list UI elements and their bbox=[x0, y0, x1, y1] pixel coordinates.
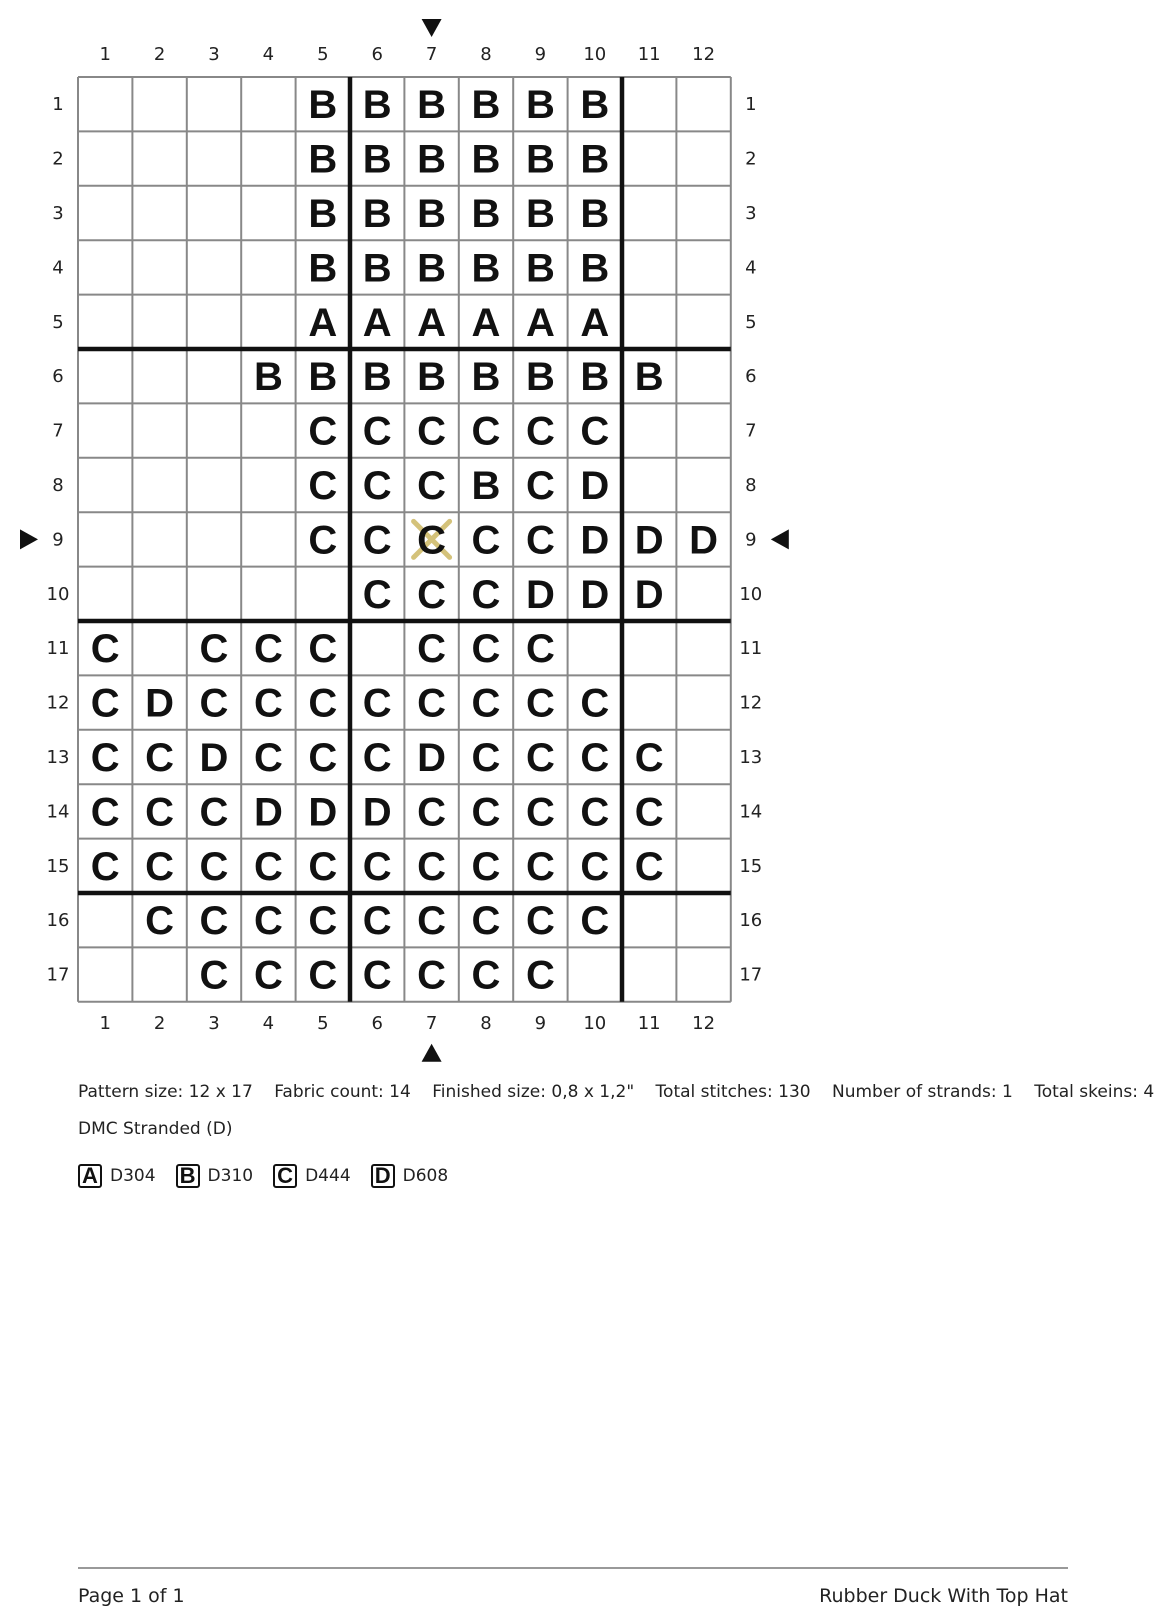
stitch-symbol: C bbox=[362, 953, 392, 998]
row-number: 7 bbox=[745, 420, 757, 442]
row-number: 4 bbox=[745, 257, 757, 279]
stitch-symbol: B bbox=[362, 137, 392, 182]
stitch-symbol: C bbox=[471, 681, 501, 726]
stitch-symbol: D bbox=[580, 572, 610, 617]
row-number: 2 bbox=[52, 148, 64, 170]
row-number: 16 bbox=[739, 910, 763, 932]
stitch-symbol: C bbox=[580, 409, 610, 454]
stitch-symbol: B bbox=[525, 246, 555, 291]
stitch-symbol: C bbox=[525, 627, 555, 672]
stitch-symbol: C bbox=[253, 953, 283, 998]
stitch-symbol: C bbox=[471, 899, 501, 944]
stitch-symbol: C bbox=[362, 899, 392, 944]
stitch-symbol: C bbox=[308, 844, 338, 889]
stitch-symbol: D bbox=[525, 572, 555, 617]
stitch-symbol: B bbox=[634, 355, 664, 400]
stitch-symbol: C bbox=[362, 681, 392, 726]
stitch-symbol: C bbox=[90, 790, 120, 835]
row-number: 16 bbox=[46, 910, 70, 932]
stitch-symbol: D bbox=[634, 572, 664, 617]
row-number: 14 bbox=[46, 801, 70, 823]
stitch-symbol: C bbox=[580, 899, 610, 944]
stitch-symbol: B bbox=[308, 192, 338, 236]
row-number: 15 bbox=[739, 855, 763, 877]
legend-symbol: A bbox=[78, 1164, 102, 1188]
column-number: 2 bbox=[153, 1012, 166, 1034]
stitch-symbol: C bbox=[308, 953, 338, 998]
column-number: 8 bbox=[480, 1012, 492, 1034]
stitch-symbol: C bbox=[580, 736, 610, 780]
stitch-symbol: B bbox=[417, 83, 447, 128]
center-arrow-top bbox=[422, 19, 442, 37]
column-number: 7 bbox=[425, 44, 438, 65]
stitch-symbol: C bbox=[471, 844, 501, 889]
stitch-symbol: A bbox=[525, 300, 555, 345]
stitch-symbol: C bbox=[308, 681, 338, 726]
stitch-symbol: C bbox=[417, 790, 447, 835]
stitch-symbol: C bbox=[417, 518, 447, 563]
stitch-symbol: C bbox=[471, 953, 501, 998]
stitch-symbol: C bbox=[308, 627, 338, 672]
row-number: 10 bbox=[739, 583, 763, 605]
stitch-symbol: C bbox=[90, 627, 120, 672]
legend-symbol: C bbox=[273, 1164, 297, 1188]
stitch-symbol: C bbox=[199, 844, 229, 889]
row-number: 5 bbox=[52, 311, 64, 333]
column-number: 12 bbox=[692, 1012, 716, 1034]
stitch-symbol: C bbox=[417, 681, 447, 726]
thread-type: DMC Stranded (D) bbox=[78, 1119, 233, 1139]
stitch-symbol: C bbox=[308, 899, 338, 944]
stitch-symbol: B bbox=[362, 192, 392, 236]
column-number: 11 bbox=[637, 1012, 661, 1034]
stitch-symbol: A bbox=[308, 300, 338, 345]
stitch-symbol: C bbox=[525, 518, 555, 563]
legend-symbol: D bbox=[371, 1164, 395, 1188]
stitch-symbol: C bbox=[199, 953, 229, 998]
legend-item bbox=[371, 1164, 449, 1188]
pattern-info bbox=[78, 1082, 1170, 1102]
stitch-symbol: C bbox=[362, 736, 392, 780]
stitch-symbol: C bbox=[417, 844, 447, 889]
stitch-symbol: C bbox=[253, 844, 283, 889]
row-number: 8 bbox=[52, 475, 64, 496]
stitch-symbol: B bbox=[308, 246, 338, 291]
stitch-symbol: C bbox=[199, 899, 229, 944]
stitch-symbol: B bbox=[308, 137, 338, 182]
row-number: 15 bbox=[46, 855, 70, 877]
center-arrow-bottom bbox=[422, 1044, 442, 1062]
stitch-symbol: C bbox=[525, 409, 555, 454]
stitch-symbol: C bbox=[362, 518, 392, 563]
row-number: 17 bbox=[46, 964, 70, 986]
column-number: 4 bbox=[262, 1012, 275, 1034]
row-number: 8 bbox=[745, 475, 757, 496]
row-number: 4 bbox=[52, 257, 64, 279]
stitch-symbol: C bbox=[471, 736, 501, 780]
stitch-symbol: C bbox=[145, 844, 175, 889]
fabric-count: Fabric count: 14 bbox=[274, 1082, 411, 1102]
column-number: 3 bbox=[208, 44, 220, 65]
stitch-symbol: B bbox=[580, 192, 610, 236]
stitch-symbol: B bbox=[525, 355, 555, 400]
stitch-symbol: D bbox=[689, 518, 719, 563]
stitch-symbol: C bbox=[525, 899, 555, 944]
stitch-symbol: B bbox=[471, 464, 501, 508]
stitch-symbol: C bbox=[417, 953, 447, 998]
stitch-symbol: A bbox=[471, 300, 501, 345]
stitch-symbol: C bbox=[580, 790, 610, 835]
legend-item bbox=[78, 1164, 156, 1188]
column-number: 3 bbox=[208, 1012, 220, 1034]
stitch-symbol: C bbox=[253, 899, 283, 944]
row-number: 14 bbox=[739, 801, 763, 823]
stitch-symbol: C bbox=[471, 518, 501, 563]
stitch-symbol: C bbox=[580, 844, 610, 889]
stitch-symbol: C bbox=[199, 681, 229, 726]
stitch-symbol: D bbox=[634, 518, 664, 563]
stitch-symbol: C bbox=[525, 736, 555, 780]
row-number: 7 bbox=[52, 420, 64, 442]
legend-item bbox=[273, 1164, 351, 1188]
center-arrow-left bbox=[20, 529, 38, 549]
legend-code: D304 bbox=[110, 1166, 156, 1186]
stitch-symbol: A bbox=[362, 300, 392, 345]
row-number: 17 bbox=[739, 964, 763, 986]
stitch-symbol: B bbox=[471, 192, 501, 236]
stitch-symbol: C bbox=[90, 736, 120, 780]
row-number: 9 bbox=[745, 529, 757, 551]
stitch-symbol: C bbox=[471, 627, 501, 672]
stitch-symbol: C bbox=[362, 844, 392, 889]
stitch-symbol: B bbox=[308, 355, 338, 400]
row-number: 11 bbox=[46, 638, 70, 660]
stitch-symbol: C bbox=[525, 681, 555, 726]
stitch-symbol: B bbox=[417, 192, 447, 236]
stitch-symbol: B bbox=[580, 246, 610, 291]
stitch-symbol: C bbox=[525, 464, 555, 508]
stitch-symbol: C bbox=[362, 572, 392, 617]
stitch-symbol: C bbox=[90, 681, 120, 726]
stitch-symbol: C bbox=[145, 736, 175, 780]
stitch-symbol: C bbox=[308, 518, 338, 563]
stitch-symbol: C bbox=[634, 736, 664, 780]
stitch-symbol: B bbox=[580, 137, 610, 182]
stitch-symbol: C bbox=[417, 409, 447, 454]
column-number: 9 bbox=[534, 1012, 547, 1034]
row-number: 3 bbox=[52, 203, 64, 224]
row-number: 12 bbox=[46, 692, 70, 714]
total-skeins: Total skeins: 4 bbox=[1034, 1082, 1155, 1102]
row-number: 1 bbox=[745, 94, 757, 116]
stitch-symbol: B bbox=[525, 192, 555, 236]
stitch-symbol: A bbox=[417, 300, 447, 345]
column-number: 11 bbox=[637, 44, 661, 65]
pattern-title: Rubber Duck With Top Hat bbox=[819, 1585, 1068, 1607]
stitch-symbol: D bbox=[580, 518, 610, 563]
stitch-symbol: C bbox=[362, 464, 392, 508]
row-number: 11 bbox=[739, 638, 763, 660]
stitch-symbol: C bbox=[253, 681, 283, 726]
stitch-symbol: B bbox=[580, 355, 610, 400]
center-arrow-right bbox=[771, 529, 789, 549]
stitch-symbol: B bbox=[417, 246, 447, 291]
stitch-symbol: D bbox=[253, 790, 283, 835]
thread-legend bbox=[78, 1164, 468, 1188]
stitch-symbol: D bbox=[308, 790, 338, 835]
stitch-symbol: C bbox=[308, 464, 338, 508]
stitch-symbol: C bbox=[145, 899, 175, 944]
stitch-symbol: B bbox=[471, 83, 501, 128]
column-number: 9 bbox=[534, 44, 547, 65]
legend-symbol: B bbox=[176, 1164, 200, 1188]
stitch-symbol: C bbox=[471, 572, 501, 617]
stitch-symbol: D bbox=[580, 464, 610, 508]
row-number: 13 bbox=[739, 747, 763, 768]
total-stitches: Total stitches: 130 bbox=[655, 1082, 811, 1102]
finished-size: Finished size: 0,8 x 1,2" bbox=[432, 1082, 635, 1102]
stitch-symbol: C bbox=[308, 409, 338, 454]
stitch-symbol: C bbox=[253, 627, 283, 672]
row-number: 2 bbox=[745, 148, 757, 170]
stitch-symbol: C bbox=[634, 844, 664, 889]
legend-code: D608 bbox=[402, 1166, 449, 1186]
footer-divider bbox=[78, 1567, 1068, 1569]
stitch-symbol: B bbox=[471, 355, 501, 400]
column-number: 8 bbox=[480, 44, 492, 65]
stitch-symbol: C bbox=[525, 844, 555, 889]
stitch-symbol: C bbox=[199, 627, 229, 672]
stitch-symbol: A bbox=[580, 300, 610, 345]
stitch-symbol: B bbox=[417, 137, 447, 182]
row-number: 10 bbox=[46, 583, 70, 605]
column-number: 6 bbox=[371, 1012, 383, 1034]
row-number: 1 bbox=[52, 94, 64, 116]
column-number: 5 bbox=[317, 1012, 329, 1034]
stitch-symbol: C bbox=[199, 790, 229, 835]
column-number: 12 bbox=[692, 44, 716, 65]
stitch-symbol: C bbox=[253, 736, 283, 780]
page-number: Page 1 of 1 bbox=[78, 1585, 185, 1607]
stitch-symbol: B bbox=[417, 355, 447, 400]
stitch-symbol: C bbox=[634, 790, 664, 835]
legend-code: D444 bbox=[305, 1166, 351, 1186]
row-number: 13 bbox=[46, 747, 70, 768]
stitch-symbol: C bbox=[525, 953, 555, 998]
stitch-symbol: B bbox=[308, 83, 338, 128]
stitch-symbol: D bbox=[417, 736, 447, 780]
stitch-symbol: D bbox=[199, 736, 229, 780]
row-number: 9 bbox=[52, 529, 64, 551]
column-number: 6 bbox=[371, 44, 383, 65]
stitch-symbol: B bbox=[253, 355, 283, 400]
stitch-symbol: C bbox=[417, 464, 447, 508]
stitch-symbol: C bbox=[471, 790, 501, 835]
stitch-symbol: B bbox=[580, 83, 610, 128]
column-number: 10 bbox=[583, 1012, 607, 1034]
stitch-symbol: C bbox=[580, 681, 610, 726]
row-number: 6 bbox=[52, 366, 64, 388]
pattern-size: Pattern size: 12 x 17 bbox=[78, 1082, 253, 1102]
stitch-symbol: C bbox=[525, 790, 555, 835]
column-number: 5 bbox=[317, 44, 329, 65]
stitch-symbol: C bbox=[308, 736, 338, 780]
row-number: 6 bbox=[745, 366, 757, 388]
column-number: 4 bbox=[262, 44, 275, 65]
stitch-symbol: B bbox=[525, 83, 555, 128]
legend-code: D310 bbox=[207, 1166, 254, 1186]
row-number: 12 bbox=[739, 692, 763, 714]
stitch-symbol: D bbox=[145, 681, 175, 726]
stitch-symbol: B bbox=[471, 137, 501, 182]
stitch-symbol: B bbox=[362, 246, 392, 291]
stitch-symbol: B bbox=[362, 83, 392, 128]
row-number: 3 bbox=[745, 203, 757, 224]
stitch-symbol: B bbox=[471, 246, 501, 291]
legend-item bbox=[176, 1164, 254, 1188]
stitch-symbol: C bbox=[417, 899, 447, 944]
stitch-symbol: D bbox=[362, 790, 392, 835]
stitch-symbol: C bbox=[145, 790, 175, 835]
column-number: 1 bbox=[99, 44, 111, 65]
stitch-symbol: C bbox=[417, 572, 447, 617]
stitch-symbol: B bbox=[525, 137, 555, 182]
stitch-symbol: B bbox=[362, 355, 392, 400]
stitch-symbol: C bbox=[90, 844, 120, 889]
column-number: 1 bbox=[99, 1012, 111, 1034]
stitch-symbol: C bbox=[362, 409, 392, 454]
number-of-strands: Number of strands: 1 bbox=[832, 1082, 1013, 1102]
column-number: 10 bbox=[583, 44, 607, 65]
column-number: 7 bbox=[425, 1012, 438, 1034]
stitch-symbol: C bbox=[417, 627, 447, 672]
stitch-symbol: C bbox=[471, 409, 501, 454]
row-number: 5 bbox=[745, 311, 757, 333]
column-number: 2 bbox=[153, 44, 166, 65]
